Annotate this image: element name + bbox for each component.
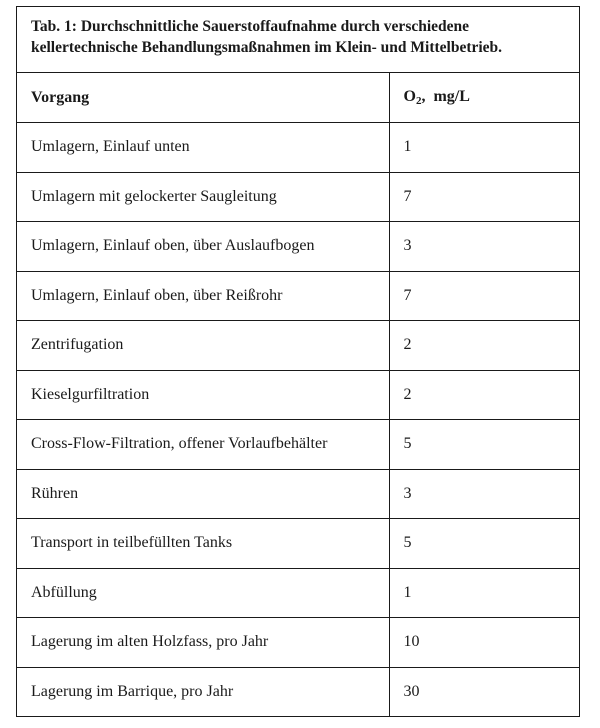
table-caption	[17, 7, 579, 73]
header-row	[17, 73, 579, 123]
cell-o2: 2	[389, 321, 579, 371]
table-row	[17, 469, 579, 519]
cell-vorgang: Transport in teilbefüllten Tanks	[17, 519, 389, 569]
cell-o2: 10	[389, 618, 579, 668]
cell-o2: 30	[389, 667, 579, 717]
cell-vorgang: Zentrifugation	[17, 321, 389, 371]
header-vorgang: Vorgang	[31, 88, 90, 106]
cell-o2: 5	[389, 420, 579, 470]
cell-vorgang: Lagerung im alten Holzfass, pro Jahr	[17, 618, 389, 668]
cell-vorgang: Rühren	[17, 469, 389, 519]
caption-line: kellertechnische Behandlungsmaßnahmen im Klein- und Mittelbetrieb.	[31, 39, 503, 56]
cell-vorgang: Umlagern, Einlauf oben, über Auslaufbogen	[17, 222, 389, 272]
table-row	[17, 271, 579, 321]
cell-o2: 5	[389, 519, 579, 569]
cell-vorgang: Lagerung im Barrique, pro Jahr	[17, 667, 389, 717]
cell-vorgang: Abfüllung	[17, 568, 389, 618]
table-row	[17, 420, 579, 470]
table-row	[17, 123, 579, 173]
table-frame	[16, 6, 580, 717]
cell-o2: 1	[389, 123, 579, 173]
oxygen-table	[17, 73, 579, 717]
cell-o2: 2	[389, 370, 579, 420]
o2-symbol: O	[403, 88, 416, 105]
o2-unit: , mg/L	[421, 88, 470, 105]
cell-o2: 3	[389, 222, 579, 272]
table-row	[17, 519, 579, 569]
table-row	[17, 568, 579, 618]
o2-subscript: 2	[415, 95, 422, 107]
table-row	[17, 321, 579, 371]
cell-vorgang: Umlagern, Einlauf oben, über Reißrohr	[17, 271, 389, 321]
cell-vorgang: Cross-Flow-Filtration, offener Vorlaufbehälter	[17, 420, 389, 470]
cell-o2: 7	[389, 172, 579, 222]
table-row	[17, 667, 579, 717]
table-row	[17, 172, 579, 222]
cell-o2: 3	[389, 469, 579, 519]
cell-o2: 7	[389, 271, 579, 321]
cell-vorgang: Kieselgurfiltration	[17, 370, 389, 420]
caption-line: Tab. 1: Durchschnittliche Sauerstoffaufnahme durch verschiedene	[31, 18, 470, 35]
table-row	[17, 370, 579, 420]
table-row	[17, 222, 579, 272]
table-row	[17, 618, 579, 668]
cell-o2: 1	[389, 568, 579, 618]
header-o2	[389, 73, 579, 123]
cell-vorgang: Umlagern, Einlauf unten	[17, 123, 389, 173]
cell-vorgang: Umlagern mit gelockerter Saugleitung	[17, 172, 389, 222]
